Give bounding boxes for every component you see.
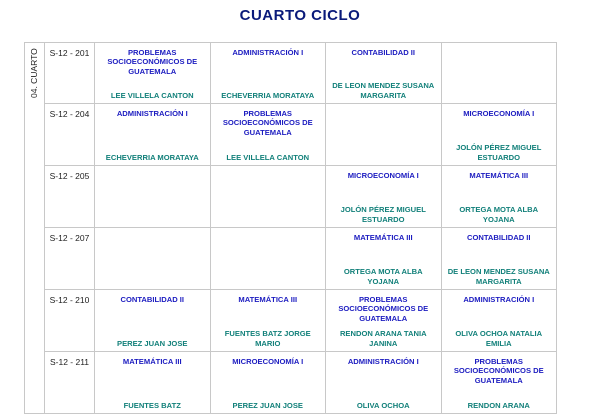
course-name: MATEMÁTICA III xyxy=(238,295,298,304)
professor-name: DE LEON MENDEZ SUSANA MARGARITA xyxy=(447,267,550,286)
professor-name: ORTEGA MOTA ALBA YOJANA xyxy=(459,205,539,224)
course-name: PROBLEMAS SOCIOECONÓMICOS DE GUATEMALA xyxy=(338,295,429,323)
class-cell xyxy=(95,228,211,290)
course-name: MATEMÁTICA III xyxy=(122,357,182,366)
course-name: MATEMÁTICA III xyxy=(469,171,529,180)
room-cell xyxy=(45,290,95,352)
class-cell xyxy=(210,228,326,290)
course-name: PROBLEMAS SOCIOECONÓMICOS DE GUATEMALA xyxy=(453,357,544,385)
professor-name: ECHEVERRIA MORATAYA xyxy=(105,152,199,162)
professor-name: RENDON ARANA xyxy=(467,400,530,410)
course-name: ADMINISTRACIÓN I xyxy=(463,295,535,304)
schedule-row xyxy=(25,352,557,414)
class-cell xyxy=(441,290,557,352)
course-name: MICROECONOMÍA I xyxy=(347,171,419,180)
professor-name: JOLÓN PÉREZ MIGUEL ESTUARDO xyxy=(340,205,426,224)
class-cell xyxy=(210,352,326,414)
class-cell xyxy=(441,228,557,290)
professor-name: DE LEON MENDEZ SUSANA MARGARITA xyxy=(332,81,435,100)
course-name: CONTABILIDAD II xyxy=(466,233,531,242)
professor-name: RENDON ARANA TANIA JANINA xyxy=(339,329,427,348)
class-cell xyxy=(326,166,442,228)
class-cell xyxy=(326,228,442,290)
page-title: CUARTO CICLO xyxy=(239,7,361,24)
professor-name: LEE VILLELA CANTON xyxy=(110,90,194,100)
course-name: ADMINISTRACIÓN I xyxy=(232,48,304,57)
class-cell xyxy=(95,104,211,166)
course-name: CONTABILIDAD II xyxy=(120,295,185,304)
class-cell xyxy=(210,104,326,166)
class-cell xyxy=(95,290,211,352)
class-cell xyxy=(210,166,326,228)
schedule-row xyxy=(25,43,557,104)
room-cell xyxy=(45,166,95,228)
schedule-row xyxy=(25,228,557,290)
course-name: CONTABILIDAD II xyxy=(351,48,416,57)
room-cell xyxy=(45,43,95,104)
course-name: ADMINISTRACIÓN I xyxy=(116,109,188,118)
room-label: S-12 - 207 xyxy=(49,233,90,243)
professor-name: OLIVA OCHOA xyxy=(356,400,410,410)
section-cell xyxy=(25,43,45,414)
room-label: S-12 - 211 xyxy=(49,357,90,367)
room-label: S-12 - 201 xyxy=(49,48,90,58)
class-cell xyxy=(326,290,442,352)
schedule-table xyxy=(24,42,557,414)
class-cell xyxy=(95,43,211,104)
course-name: PROBLEMAS SOCIOECONÓMICOS DE GUATEMALA xyxy=(107,48,198,76)
class-cell xyxy=(441,166,557,228)
class-cell xyxy=(441,43,557,104)
professor-name: OLIVA OCHOA NATALIA EMILIA xyxy=(455,329,543,348)
course-name: ADMINISTRACIÓN I xyxy=(347,357,419,366)
class-cell xyxy=(326,104,442,166)
professor-name: JOLÓN PÉREZ MIGUEL ESTUARDO xyxy=(456,143,542,162)
section-label: 04. CUARTO xyxy=(29,48,39,98)
schedule-row xyxy=(25,166,557,228)
professor-name: ORTEGA MOTA ALBA YOJANA xyxy=(343,267,423,286)
course-name: MICROECONOMÍA I xyxy=(463,109,535,118)
room-cell xyxy=(45,228,95,290)
class-cell xyxy=(95,352,211,414)
professor-name: ECHEVERRIA MORATAYA xyxy=(221,90,315,100)
class-cell xyxy=(326,43,442,104)
professor-name: PEREZ JUAN JOSE xyxy=(232,400,303,410)
room-label: S-12 - 205 xyxy=(49,171,90,181)
professor-name: LEE VILLELA CANTON xyxy=(226,152,310,162)
professor-name: FUENTES BATZ xyxy=(123,400,181,410)
room-cell xyxy=(45,352,95,414)
course-name: MICROECONOMÍA I xyxy=(232,357,304,366)
room-label: S-12 - 210 xyxy=(49,295,90,305)
room-label: S-12 - 204 xyxy=(49,109,90,119)
class-cell xyxy=(441,352,557,414)
course-name: PROBLEMAS SOCIOECONÓMICOS DE GUATEMALA xyxy=(222,109,313,137)
professor-name: PEREZ JUAN JOSE xyxy=(117,338,188,348)
class-cell xyxy=(441,104,557,166)
schedule-row xyxy=(25,104,557,166)
course-name: MATEMÁTICA III xyxy=(353,233,413,242)
class-cell xyxy=(95,166,211,228)
professor-name: FUENTES BATZ JORGE MARIO xyxy=(224,329,311,348)
schedule-row xyxy=(25,290,557,352)
room-cell xyxy=(45,104,95,166)
class-cell xyxy=(326,352,442,414)
class-cell xyxy=(210,43,326,104)
class-cell xyxy=(210,290,326,352)
